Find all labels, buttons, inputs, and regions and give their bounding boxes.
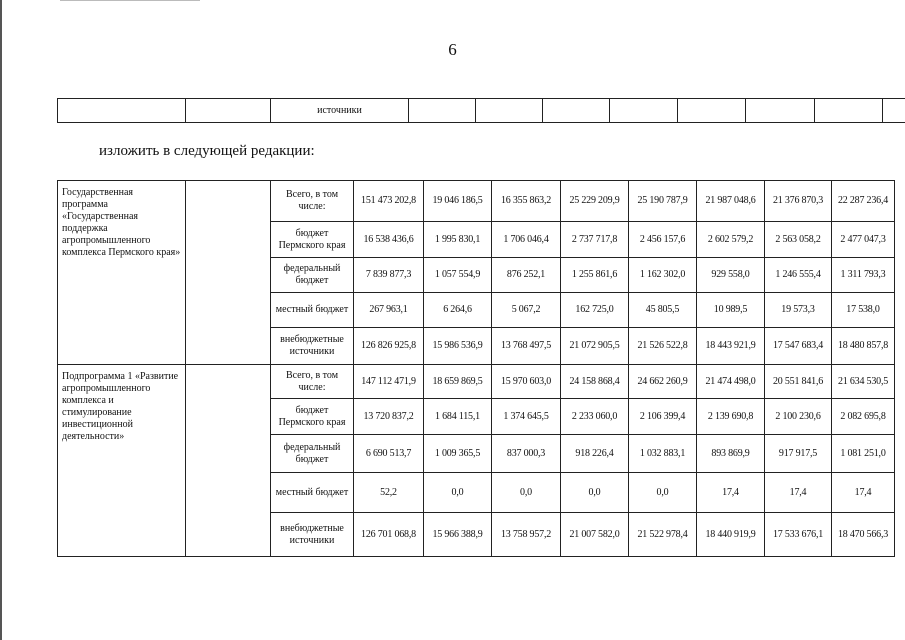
amount-cell: 5 067,2 (492, 293, 561, 328)
amount-cell: 21 634 530,5 (832, 365, 895, 399)
amount-cell: 893 869,9 (697, 435, 765, 473)
amount-cell: 18 480 857,8 (832, 328, 895, 365)
amount-cell: 1 162 302,0 (629, 258, 697, 293)
amount-cell: 15 970 603,0 (492, 365, 561, 399)
amount-cell: 19 046 186,5 (424, 181, 492, 222)
amount-cell: 13 758 957,2 (492, 513, 561, 557)
amount-cell: 17,4 (832, 473, 895, 513)
table-cell-sources: источники (271, 99, 409, 123)
amount-cell: 16 538 436,6 (354, 222, 424, 258)
funding-source-label: федеральный бюджет (271, 258, 354, 293)
amount-cell: 13 768 497,5 (492, 328, 561, 365)
empty-cell (186, 365, 271, 557)
scan-mark (60, 0, 200, 1)
amount-cell: 1 009 365,5 (424, 435, 492, 473)
table-cell (883, 99, 905, 123)
amount-cell: 0,0 (492, 473, 561, 513)
funding-source-label: бюджет Пермского края (271, 222, 354, 258)
amount-cell: 21 007 582,0 (561, 513, 629, 557)
table-cell (58, 99, 186, 123)
amount-cell: 15 986 536,9 (424, 328, 492, 365)
amount-cell: 126 701 068,8 (354, 513, 424, 557)
amount-cell: 876 252,1 (492, 258, 561, 293)
continuation-row-table (57, 98, 905, 123)
table-cell (186, 99, 271, 123)
amount-cell: 17,4 (765, 473, 832, 513)
funding-table (57, 180, 895, 557)
table-cell (746, 99, 815, 123)
amount-cell: 18 443 921,9 (697, 328, 765, 365)
amount-cell: 929 558,0 (697, 258, 765, 293)
amount-cell: 25 190 787,9 (629, 181, 697, 222)
page-number: 6 (448, 40, 457, 59)
amount-cell: 22 287 236,4 (832, 181, 895, 222)
amount-cell: 6 690 513,7 (354, 435, 424, 473)
amount-cell: 147 112 471,9 (354, 365, 424, 399)
amount-cell: 52,2 (354, 473, 424, 513)
funding-source-label: бюджет Пермского края (271, 399, 354, 435)
amount-cell: 24 662 260,9 (629, 365, 697, 399)
amount-cell: 162 725,0 (561, 293, 629, 328)
amount-cell: 21 376 870,3 (765, 181, 832, 222)
continuation-row (58, 99, 905, 123)
amount-cell: 0,0 (629, 473, 697, 513)
amount-cell: 2 477 047,3 (832, 222, 895, 258)
amount-cell: 1 057 554,9 (424, 258, 492, 293)
amount-cell: 1 684 115,1 (424, 399, 492, 435)
table-cell (678, 99, 746, 123)
amount-cell: 126 826 925,8 (354, 328, 424, 365)
empty-cell (186, 181, 271, 365)
funding-source-label: внебюджетные источники (271, 328, 354, 365)
amount-cell: 837 000,3 (492, 435, 561, 473)
instruction-text: изложить в следующей редакции: (99, 143, 315, 159)
amount-cell: 20 551 841,6 (765, 365, 832, 399)
amount-cell: 45 805,5 (629, 293, 697, 328)
funding-source-label: местный бюджет (271, 293, 354, 328)
amount-cell: 18 659 869,5 (424, 365, 492, 399)
amount-cell: 17 533 676,1 (765, 513, 832, 557)
amount-cell: 2 082 695,8 (832, 399, 895, 435)
table-cell (409, 99, 476, 123)
amount-cell: 2 563 058,2 (765, 222, 832, 258)
amount-cell: 24 158 868,4 (561, 365, 629, 399)
funding-source-label: местный бюджет (271, 473, 354, 513)
amount-cell: 21 522 978,4 (629, 513, 697, 557)
table-cell (476, 99, 543, 123)
amount-cell: 10 989,5 (697, 293, 765, 328)
amount-cell: 2 737 717,8 (561, 222, 629, 258)
amount-cell: 1 374 645,5 (492, 399, 561, 435)
amount-cell: 1 081 251,0 (832, 435, 895, 473)
amount-cell: 0,0 (561, 473, 629, 513)
amount-cell: 1 311 793,3 (832, 258, 895, 293)
scan-edge (0, 0, 2, 640)
table-row (58, 181, 895, 222)
table-cell (543, 99, 610, 123)
amount-cell: 16 355 863,2 (492, 181, 561, 222)
amount-cell: 6 264,6 (424, 293, 492, 328)
amount-cell: 151 473 202,8 (354, 181, 424, 222)
amount-cell: 1 995 830,1 (424, 222, 492, 258)
amount-cell: 18 470 566,3 (832, 513, 895, 557)
amount-cell: 7 839 877,3 (354, 258, 424, 293)
funding-source-label: внебюджетные источники (271, 513, 354, 557)
amount-cell: 1 032 883,1 (629, 435, 697, 473)
amount-cell: 21 474 498,0 (697, 365, 765, 399)
amount-cell: 267 963,1 (354, 293, 424, 328)
program-title: Подпрограмма 1 «Развитие агропромышленного комплекса и стимулирование инвестиционной деятельности» (58, 365, 186, 557)
amount-cell: 918 226,4 (561, 435, 629, 473)
amount-cell: 1 246 555,4 (765, 258, 832, 293)
table-cell (610, 99, 678, 123)
amount-cell: 17,4 (697, 473, 765, 513)
amount-cell: 21 526 522,8 (629, 328, 697, 365)
amount-cell: 2 602 579,2 (697, 222, 765, 258)
amount-cell: 2 233 060,0 (561, 399, 629, 435)
amount-cell: 2 139 690,8 (697, 399, 765, 435)
amount-cell: 18 440 919,9 (697, 513, 765, 557)
amount-cell: 21 072 905,5 (561, 328, 629, 365)
amount-cell: 917 917,5 (765, 435, 832, 473)
amount-cell: 17 547 683,4 (765, 328, 832, 365)
table-row (58, 365, 895, 399)
program-title: Государственная программа «Государственная поддержка агропромышленного комплекса Пермского края» (58, 181, 186, 365)
amount-cell: 15 966 388,9 (424, 513, 492, 557)
funding-source-label: Всего, в том числе: (271, 365, 354, 399)
amount-cell: 1 255 861,6 (561, 258, 629, 293)
amount-cell: 2 456 157,6 (629, 222, 697, 258)
amount-cell: 13 720 837,2 (354, 399, 424, 435)
amount-cell: 1 706 046,4 (492, 222, 561, 258)
amount-cell: 19 573,3 (765, 293, 832, 328)
amount-cell: 21 987 048,6 (697, 181, 765, 222)
funding-source-label: Всего, в том числе: (271, 181, 354, 222)
amount-cell: 25 229 209,9 (561, 181, 629, 222)
amount-cell: 2 106 399,4 (629, 399, 697, 435)
funding-source-label: федеральный бюджет (271, 435, 354, 473)
amount-cell: 2 100 230,6 (765, 399, 832, 435)
amount-cell: 17 538,0 (832, 293, 895, 328)
table-cell (815, 99, 883, 123)
amount-cell: 0,0 (424, 473, 492, 513)
